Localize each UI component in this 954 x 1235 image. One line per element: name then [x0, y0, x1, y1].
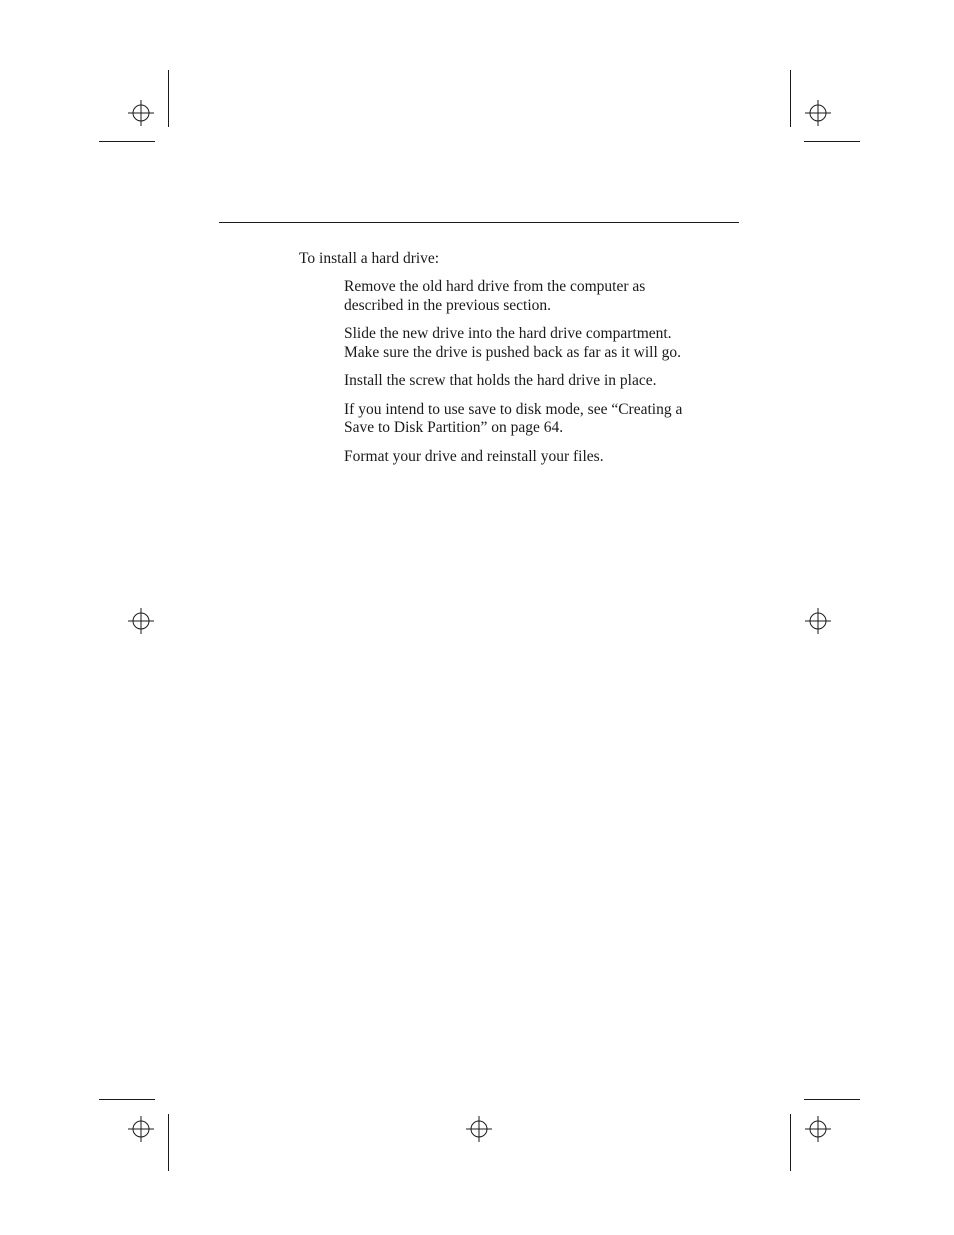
procedure-step: [344, 401, 734, 438]
crop-mark-bottom-right-horizontal: [804, 1099, 860, 1100]
step-line: Save to Disk Partition” on page 64.: [344, 419, 564, 436]
procedure-step: [344, 448, 734, 467]
step-line: If you intend to use save to disk mode, see “Creating a: [344, 400, 683, 418]
registration-mark-icon: [128, 100, 154, 126]
crop-mark-bottom-right-vertical: [790, 1114, 791, 1171]
crop-mark-top-right-vertical: [790, 70, 791, 127]
step-line: described in the previous section.: [344, 296, 552, 314]
registration-mark-icon: [805, 1116, 831, 1142]
header-rule: [219, 222, 739, 223]
registration-mark-icon: [128, 1116, 154, 1142]
procedure-intro: To install a hard drive:: [299, 250, 440, 267]
procedure-step: [344, 325, 734, 362]
step-line: Format your drive and reinstall your files.: [344, 447, 604, 465]
registration-mark-icon: [805, 100, 831, 126]
crop-mark-top-right-horizontal: [804, 141, 860, 142]
registration-mark-icon: [805, 608, 831, 634]
registration-mark-icon: [466, 1116, 492, 1142]
crop-mark-bottom-left-vertical: [168, 1114, 169, 1171]
registration-mark-icon: [128, 608, 154, 634]
step-line: Slide the new drive into the hard drive compartment.: [344, 325, 672, 342]
step-line: Remove the old hard drive from the computer as: [344, 278, 646, 295]
step-line: Make sure the drive is pushed back as far as it will go.: [344, 343, 682, 361]
procedure-steps: [344, 278, 734, 476]
crop-mark-bottom-left-horizontal: [99, 1099, 155, 1100]
procedure-step: [344, 278, 734, 315]
procedure-step: [344, 372, 734, 391]
step-line: Install the screw that holds the hard drive in place.: [344, 372, 657, 389]
crop-mark-top-left-horizontal: [99, 141, 155, 142]
crop-mark-top-left-vertical: [168, 70, 169, 127]
